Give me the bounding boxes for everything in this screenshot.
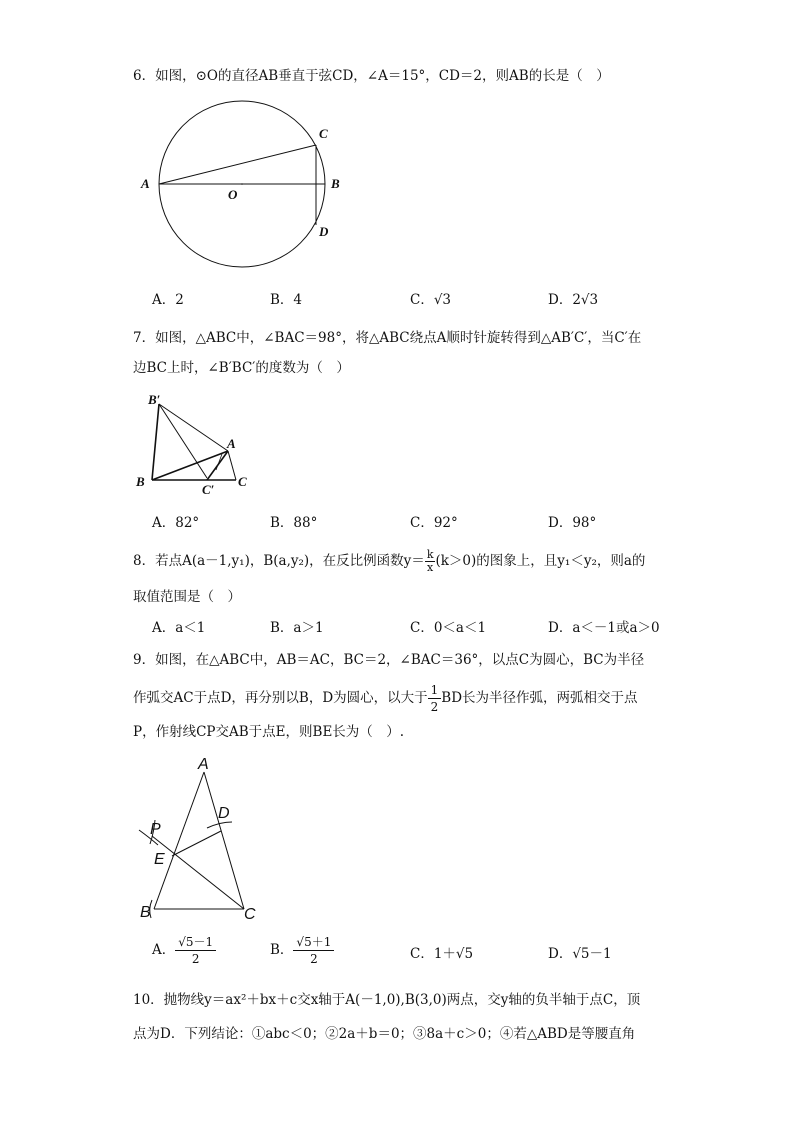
label-p: P xyxy=(150,821,161,838)
q9-triangle-figure xyxy=(132,752,272,927)
label-b: B xyxy=(140,904,151,921)
q9-option-b-fraction xyxy=(293,934,334,967)
label-d: D xyxy=(218,805,230,822)
q6-circle-figure xyxy=(135,100,365,275)
q9-option-a-num: √5－1 xyxy=(175,934,216,951)
q6-option-d[interactable]: D．2√3 xyxy=(548,292,599,308)
label-b: B xyxy=(331,176,340,191)
q8-text-line1 xyxy=(133,549,645,574)
q9-option-b-prefix: B． xyxy=(270,942,294,958)
q8-text-b: (k＞0)的图象上，且y₁＜y₂，则a的 xyxy=(435,553,646,569)
q10-text-line2: 点为D．下列结论：①abc＜0；②2a＋b＝0；③8a＋c＞0；④若△ABD是等腰直角 xyxy=(133,1026,636,1042)
q6-text: 6．如图，⊙O的直径AB垂直于弦CD，∠A＝15°，CD＝2，则AB的长是（ ） xyxy=(133,68,610,84)
q8-frac-den: x xyxy=(427,561,434,574)
q9-option-b[interactable] xyxy=(270,934,334,967)
label-c: C xyxy=(238,474,247,489)
q7-option-d[interactable]: D．98° xyxy=(548,515,597,531)
q7-option-c[interactable]: C．92° xyxy=(410,515,458,531)
q6-option-c[interactable]: C．√3 xyxy=(410,292,452,308)
label-o: O xyxy=(228,187,238,202)
q6-option-b[interactable]: B．4 xyxy=(270,292,303,308)
label-c: C xyxy=(319,126,328,141)
q9-text-line1: 9．如图，在△ABC中，AB＝AC，BC＝2，∠BAC＝36°，以点C为圆心，BC为半径 xyxy=(133,652,645,668)
label-a: A xyxy=(198,756,209,773)
q8-text-a: 8．若点A(a－1,y₁)，B(a,y₂)，在反比例函数y＝ xyxy=(133,553,425,569)
q9-option-a[interactable] xyxy=(152,934,216,967)
q9-option-c[interactable]: C．1＋√5 xyxy=(410,946,474,962)
q8-frac-num: k xyxy=(426,548,434,561)
q9-half-fraction xyxy=(428,682,442,715)
q10-text-line1: 10．抛物线y＝ax²＋bx＋c交x轴于A(－1,0),B(3,0)两点，交y轴的负半轴于点C，顶 xyxy=(133,992,641,1008)
q9-half-den: 2 xyxy=(430,700,439,714)
label-a: A xyxy=(141,176,150,191)
q8-option-d[interactable]: D．a＜－1或a＞0 xyxy=(548,620,660,636)
q8-text-line2: 取值范围是（ ） xyxy=(133,589,241,605)
q9-text-b: BD长为半径作弧，两弧相交于点 xyxy=(441,690,638,706)
q9-text-line3: P，作射线CP交AB于点E，则BE长为（ ）. xyxy=(133,724,405,740)
q7-option-b[interactable]: B．88° xyxy=(270,515,318,531)
q9-option-d[interactable]: D．√5－1 xyxy=(548,946,612,962)
q9-option-b-num: √5＋1 xyxy=(293,934,334,951)
label-c-prime: C′ xyxy=(202,482,215,497)
center-dot xyxy=(241,183,243,185)
q9-half-num: 1 xyxy=(428,682,442,699)
q8-fraction xyxy=(425,549,436,574)
segment-ac xyxy=(159,145,316,184)
q6-option-a[interactable]: A．2 xyxy=(152,292,184,308)
label-b: B xyxy=(136,474,145,489)
label-e: E xyxy=(154,851,165,868)
q9-option-b-den: 2 xyxy=(310,952,318,966)
q9-option-a-fraction xyxy=(175,934,216,967)
q7-option-a[interactable]: A．82° xyxy=(152,515,200,531)
q9-option-a-den: 2 xyxy=(191,952,200,966)
q7-text-line1: 7．如图，△ABC中，∠BAC＝98°，将△ABC绕点A顺时针旋转得到△AB′C′，当C′在 xyxy=(133,330,642,346)
label-a: A xyxy=(227,436,236,451)
q9-option-a-prefix: A． xyxy=(152,942,176,958)
q8-option-c[interactable]: C．0＜a＜1 xyxy=(410,620,487,636)
q7-text-line2: 边BC上时，∠B′BC′的度数为（ ） xyxy=(133,360,350,376)
label-b-prime: B′ xyxy=(148,392,161,407)
label-c: C xyxy=(244,906,256,923)
q8-option-a[interactable]: A．a＜1 xyxy=(152,620,206,636)
q7-rotation-figure xyxy=(132,392,257,504)
q9-text-a: 作弧交AC于点D，再分别以B，D为圆心，以大于 xyxy=(133,690,428,706)
label-d: D xyxy=(319,224,329,239)
q9-text-line2 xyxy=(133,682,638,715)
q8-option-b[interactable]: B．a＞1 xyxy=(270,620,324,636)
